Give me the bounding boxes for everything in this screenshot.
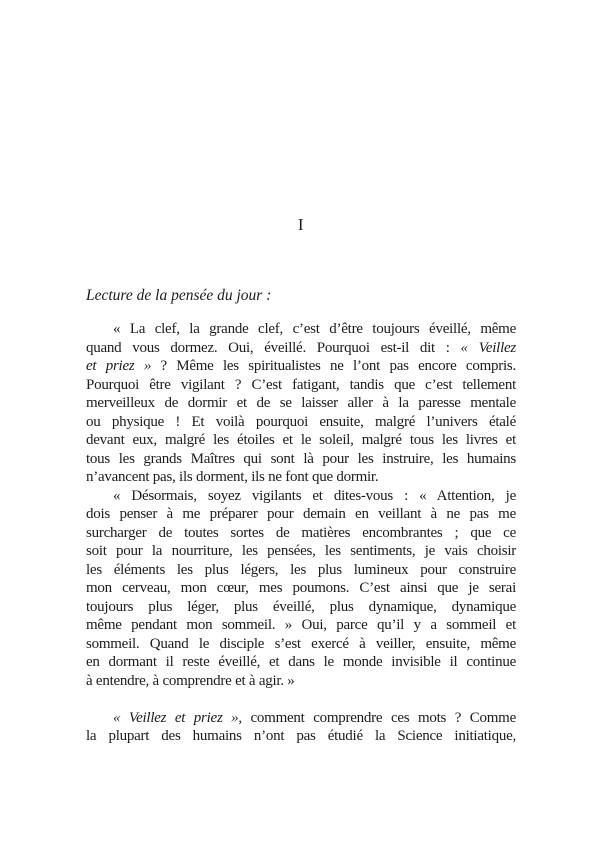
italic-text-segment: « Veillez [460,339,517,356]
text-line [86,468,516,487]
paragraph [86,320,516,487]
text-segment: à entendre, à comprendre et à agir. » [86,672,295,689]
text-segment: merveilleux de dormir et de se laisser aller à la paresse mentale [86,395,516,411]
text-segment: la plupart des humains n’ont pas étudié la Science initiatique, [86,728,516,744]
italic-text-segment: « Veillez et priez » [113,709,239,726]
text-line [86,653,516,672]
text-segment: surcharger de toutes sortes de matières encombrantes ; que ce [86,524,516,541]
text-segment: Pourquoi être vigilant ? C’est fatigant, tandis que c’est tellement [86,376,516,393]
text-line [86,431,516,450]
text-line [86,505,516,524]
text-segment: sommeil. Quand le disciple s’est exercé à veiller, ensuite, même [86,635,516,652]
text-line [86,727,516,746]
paragraph [86,487,516,691]
text-line [86,357,516,376]
text-segment: quand vous dormez. Oui, éveillé. Pourquoi est-il dit : [86,339,461,356]
section-heading: Lecture de la pensée du jour : [86,287,272,304]
text-line [86,561,516,580]
text-segment: même pendant mon sommeil. » Oui, parce qu’il y a sommeil et [86,617,516,633]
text-line [86,394,516,413]
text-segment: ou physique ! Et voilà pourquoi ensuite, malgré l’univers étalé [86,413,516,430]
text-segment: , comment comprendre ces mots ? Comme [238,709,516,726]
body-text [86,320,516,746]
text-segment: « Désormais, soyez vigilants et dites-vous : « Attention, je [113,487,516,504]
text-line [86,616,516,635]
text-line [86,598,516,617]
paragraph [86,709,516,746]
text-segment: soit pour la nourriture, les pensées, les sentiments, je vais choisir [86,543,516,559]
text-segment: mon cerveau, mon cœur, mes poumons. C’est ainsi que je serai [86,580,516,596]
text-segment: les éléments les plus légers, les plus lumineux pour construire [86,561,516,578]
text-line [86,579,516,598]
chapter-numeral: I [297,215,305,234]
italic-text-segment: et priez » [86,358,152,374]
text-segment: toujours plus léger, plus éveillé, plus dynamique, dynamique [86,598,516,615]
text-line [86,487,516,506]
text-segment: en dormant il reste éveillé, et dans le monde invisible il continue [86,654,516,670]
text-line [86,635,516,654]
text-line [86,339,516,358]
text-line [86,450,516,469]
text-line [86,320,516,339]
text-line [86,524,516,543]
text-segment: « La clef, la grande clef, c’est d’être toujours éveillé, même [113,321,516,337]
text-segment: n’avancent pas, ils dorment, ils ne font que dormir. [86,469,379,485]
text-segment: dois penser à me préparer pour demain en veillant à ne pas me [86,506,516,522]
text-segment: devant eux, malgré les étoiles et le soleil, malgré tous les livres et [86,432,516,448]
text-line [86,376,516,395]
text-line [86,709,516,728]
text-line [86,542,516,561]
text-line [86,672,516,691]
text-segment: ? Même les spiritualistes ne l’ont pas encore compris. [151,358,517,374]
text-line [86,413,516,432]
text-segment: tous les grands Maîtres qui sont là pour les instruire, les humains [86,450,516,467]
